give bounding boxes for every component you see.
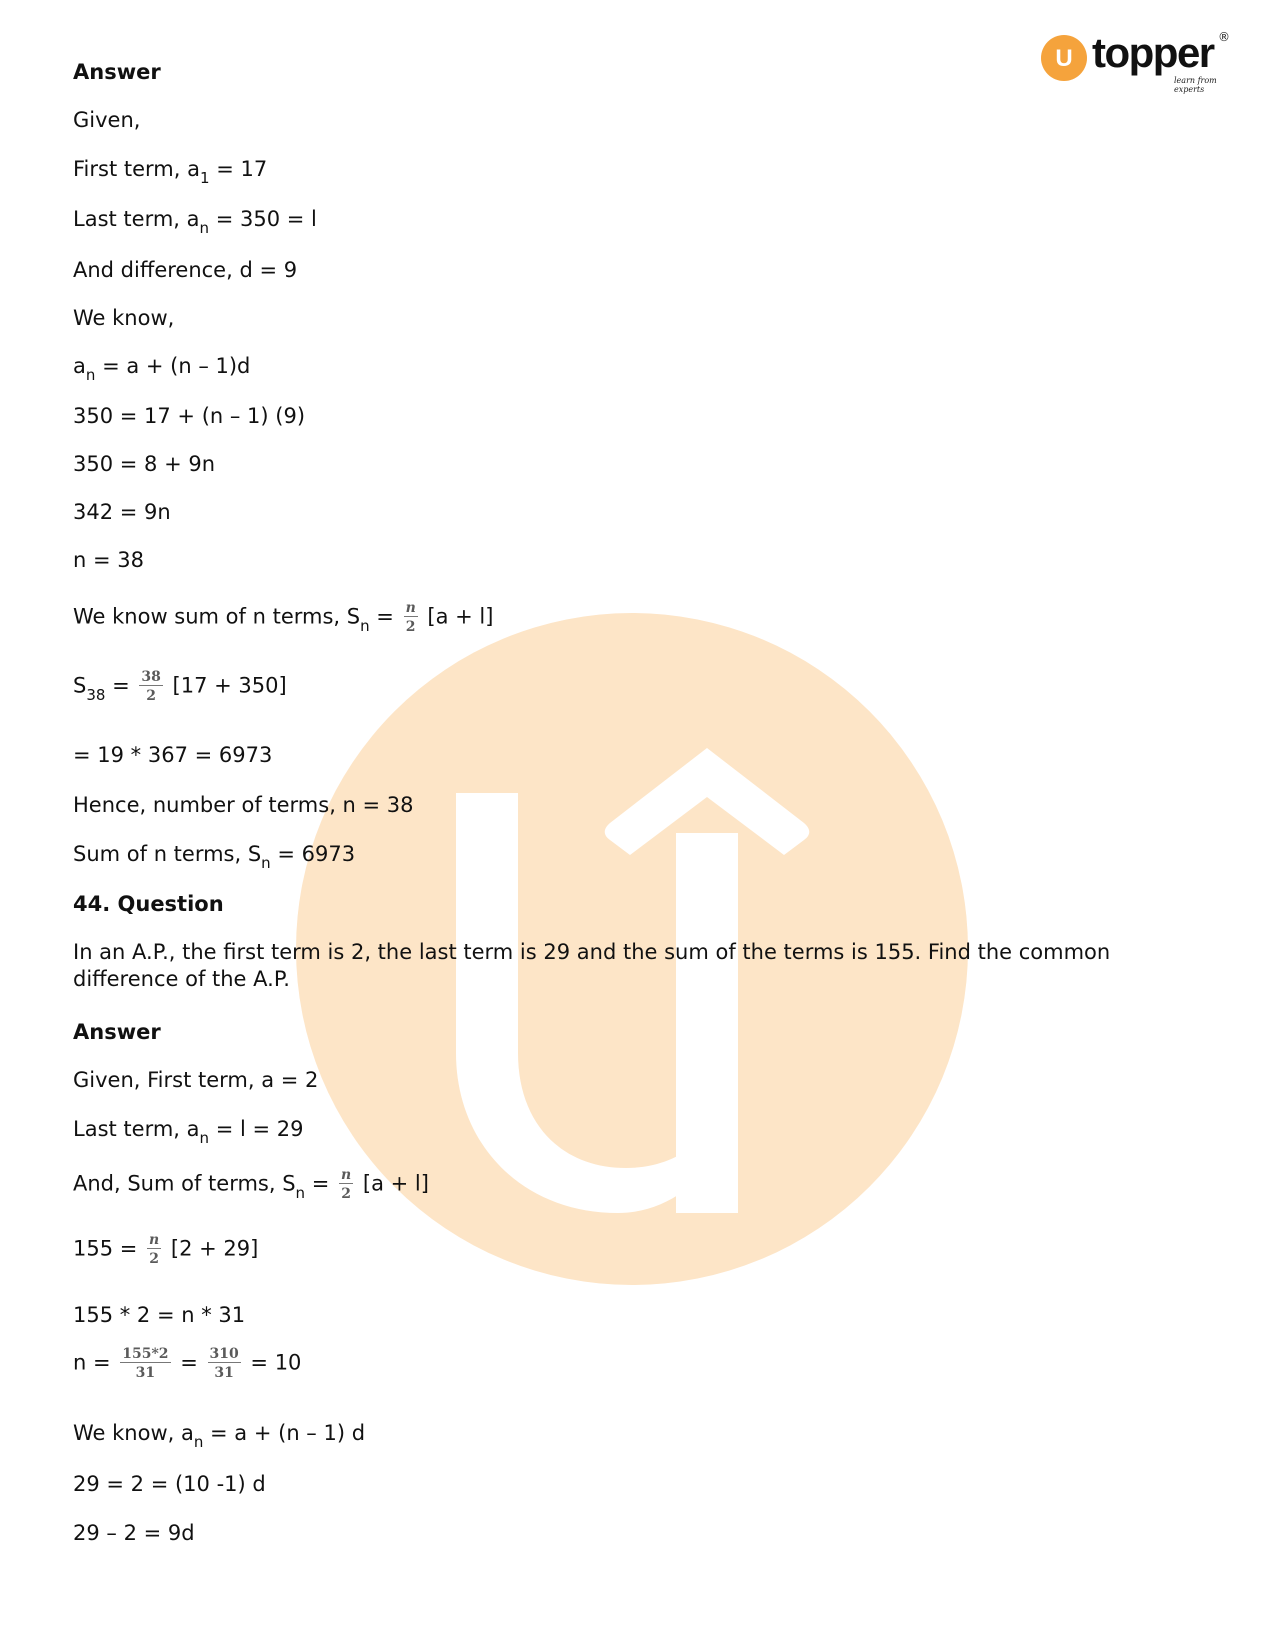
step-line: 29 = 2 = (10 -1) d [73, 1472, 266, 1496]
step-line: 155 = $\frac{n}{2}$ [2 + 29] [73, 1232, 259, 1268]
sum-formula-line: We know sum of n terms, $S_n$ = $\frac{n}{2}$ [a + l] [73, 600, 494, 636]
step-line: 155 * 2 = n * 31 [73, 1303, 246, 1327]
fraction: $\frac{155*2}{31}$ [122, 1346, 169, 1382]
given-line: Given, First term, a = 2 [73, 1068, 319, 1092]
first-term-line: First term, $a_1 = 17$ [73, 157, 268, 187]
s38-line: $S_{38}$ = $\frac{38}{2}$ [17 + 350] [73, 669, 287, 705]
step-line: 342 = 9n [73, 500, 171, 524]
question-text: In an A.P., the first term is 2, the last term is 29 and the sum of the terms is 155. Find the common difference of the A.P. [73, 940, 1111, 992]
given-label: Given, [73, 108, 141, 132]
fraction: $\frac{n}{2}$ [149, 1232, 160, 1268]
fraction: $\frac{n}{2}$ [405, 600, 416, 636]
step-line: 350 = 17 + (n – 1) (9) [73, 404, 306, 428]
logo-circle-icon [1040, 34, 1088, 82]
we-know-line: We know, $a_n = a + (n - 1)$ d [73, 1421, 366, 1451]
last-term-line: Last term, $a_n = 350 = l$ [73, 207, 317, 237]
we-know-line: We know, [73, 306, 175, 330]
answer-heading: Answer [73, 60, 161, 84]
logo-letter: U [1055, 45, 1073, 72]
answer-heading: Answer [73, 1020, 161, 1044]
sum-result-line: Sum of n terms, $S_n = 6973$ [73, 842, 356, 872]
fraction: $\frac{310}{31}$ [209, 1346, 239, 1382]
brand-logo [1040, 30, 1240, 92]
fraction: $\frac{38}{2}$ [141, 669, 161, 705]
watermark-arrow-shaft [676, 833, 738, 1213]
step-line: n = 38 [73, 548, 144, 572]
sum-formula-line: And, Sum of terms, $S_n$ = $\frac{n}{2}$ [a + l] [73, 1167, 429, 1203]
n-solution-line: n = $\frac{155*2}{31}$ = $\frac{310}{31}$ = 10 [73, 1346, 302, 1382]
step-line: 29 – 2 = 9d [73, 1521, 195, 1545]
logo-registered-mark: ® [1218, 30, 1230, 44]
fraction: $\frac{n}{2}$ [341, 1167, 352, 1203]
result-line: = 19 * 367 = 6973 [73, 743, 273, 767]
formula-line: $a_n = a + (n - 1)d$ [73, 354, 251, 384]
last-term-line: Last term, $a_n = l = 29$ [73, 1117, 304, 1147]
question-heading: 44. Question [73, 892, 224, 916]
logo-tagline: learn from experts [1174, 76, 1217, 94]
logo-wordmark: topper [1092, 29, 1214, 76]
step-line: 350 = 8 + 9n [73, 452, 216, 476]
hence-line: Hence, number of terms, n = 38 [73, 793, 414, 817]
difference-line: And difference, d = 9 [73, 258, 298, 282]
